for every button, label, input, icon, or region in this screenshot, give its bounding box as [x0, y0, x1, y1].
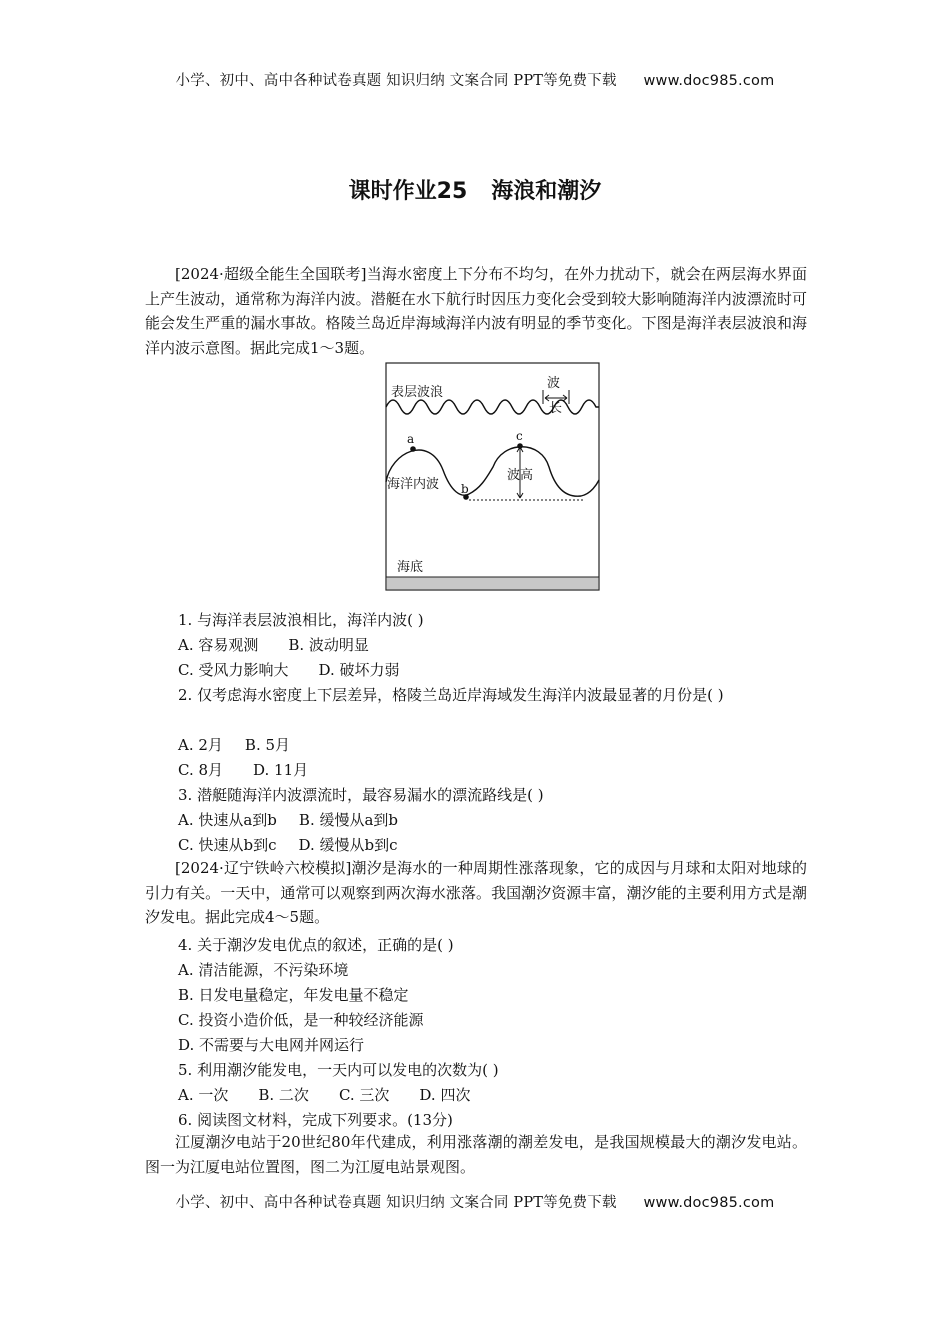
q4-option-d[interactable]: D. 不需要与大电网并网运行 — [178, 1036, 365, 1054]
header-text: 小学、初中、高中各种试卷真题 知识归纳 文案合同 PPT等免费下载 — [175, 73, 617, 89]
intro-paragraph-2: [2024·辽宁铁岭六校模拟]潮汐是海水的一种周期性涨落现象，它的成因与月球和太阳对地球的引力有关。一天中，通常可以观察到两次海水涨落。我国潮汐资源丰富，潮汐能的主要利用方式是潮汐发电。据此完成4～5题。 — [145, 859, 807, 927]
question-2-options-cd — [178, 760, 308, 780]
q3-option-b[interactable]: B. 缓慢从a到b — [298, 811, 399, 829]
page-header — [0, 69, 950, 90]
question-3-options-ab — [178, 810, 398, 830]
q2-option-d[interactable]: D. 11月 — [253, 761, 309, 779]
q4-option-a[interactable]: A. 清洁能源，不污染环境 — [178, 961, 349, 979]
q2-option-c[interactable]: C. 8月 — [178, 761, 224, 779]
title-right: 海浪和潮汐 — [491, 179, 602, 204]
wave-diagram — [385, 362, 600, 592]
question-5-options — [178, 1085, 470, 1105]
footer-text: 小学、初中、高中各种试卷真题 知识归纳 文案合同 PPT等免费下载 — [175, 1195, 617, 1211]
header-site[interactable]: www.doc985.com — [643, 73, 775, 89]
question-1-options-ab — [178, 635, 369, 655]
question-3-stem: 3. 潜艇随海洋内波漂流时，最容易漏水的漂流路线是( ) — [178, 786, 544, 804]
label-internal: 海洋内波 — [387, 477, 440, 492]
point-c-marker — [517, 443, 523, 449]
q5-option-c[interactable]: C. 三次 — [338, 1086, 390, 1104]
intro-paragraph-3: 江厦潮汐电站于20世纪80年代建成，利用涨落潮的潮差发电，是我国规模最大的潮汐发电站。图一为江厦电站位置图，图二为江厦电站景观图。 — [145, 1133, 807, 1176]
q5-option-a[interactable]: A. 一次 — [178, 1086, 229, 1104]
label-bottom: 海底 — [397, 560, 424, 575]
label-wavelength-1: 波 — [547, 376, 561, 391]
q4-option-b[interactable]: B. 日发电量稳定，年发电量不稳定 — [178, 986, 409, 1004]
q3-option-a[interactable]: A. 快速从a到b — [178, 811, 277, 829]
q1-option-a[interactable]: A. 容易观测 — [178, 636, 259, 654]
q5-option-b[interactable]: B. 二次 — [258, 1086, 309, 1104]
q2-option-b[interactable]: B. 5月 — [244, 736, 291, 754]
page-title — [0, 174, 950, 205]
intro-paragraph-1: [2024·超级全能生全国联考]当海水密度上下分布不均匀，在外力扰动下，就会在两层海水界面上产生波动，通常称为海洋内波。潜艇在水下航行时因压力变化会受到较大影响随海洋内波漂流时可能会发生严重的漏水事故。格陵兰岛近岸海域海洋内波有明显的季节变化。下图是海洋表层波浪和海洋内波示意图。据此完成1～3题。 — [145, 265, 807, 357]
q1-option-d[interactable]: D. 破坏力弱 — [318, 661, 400, 679]
q3-option-d[interactable]: D. 缓慢从b到c — [298, 836, 398, 854]
question-1-options-cd — [178, 660, 400, 680]
q2-option-a[interactable]: A. 2月 — [178, 736, 223, 754]
question-6-stem: 6. 阅读图文材料，完成下列要求。(13分) — [178, 1111, 453, 1129]
q3-option-c[interactable]: C. 快速从b到c — [178, 836, 277, 854]
question-2-options-ab — [178, 735, 290, 755]
question-3-options-cd — [178, 835, 398, 855]
q5-option-d[interactable]: D. 四次 — [419, 1086, 471, 1104]
label-height: 波高 — [507, 468, 534, 483]
label-point-b: b — [461, 482, 469, 496]
q1-option-b[interactable]: B. 波动明显 — [288, 636, 369, 654]
label-point-c: c — [516, 429, 523, 443]
point-a-marker — [410, 446, 416, 452]
label-surface: 表层波浪 — [391, 385, 444, 400]
q4-option-c[interactable]: C. 投资小造价低，是一种较经济能源 — [178, 1011, 424, 1029]
label-point-a: a — [407, 432, 415, 446]
title-left: 课时作业25 — [348, 179, 468, 204]
label-wavelength-2: 长 — [549, 401, 563, 416]
question-1-stem: 1. 与海洋表层波浪相比，海洋内波( ) — [178, 611, 424, 629]
question-2-stem: 2. 仅考虑海水密度上下层差异，格陵兰岛近岸海域发生海洋内波最显著的月份是( ) — [178, 686, 724, 704]
question-4-stem: 4. 关于潮汐发电优点的叙述，正确的是( ) — [178, 936, 454, 954]
q1-option-c[interactable]: C. 受风力影响大 — [178, 661, 289, 679]
page-footer — [0, 1191, 950, 1212]
footer-site[interactable]: www.doc985.com — [643, 1195, 775, 1211]
question-5-stem: 5. 利用潮汐能发电，一天内可以发电的次数为( ) — [178, 1061, 499, 1079]
surface-wave-line — [386, 400, 599, 414]
